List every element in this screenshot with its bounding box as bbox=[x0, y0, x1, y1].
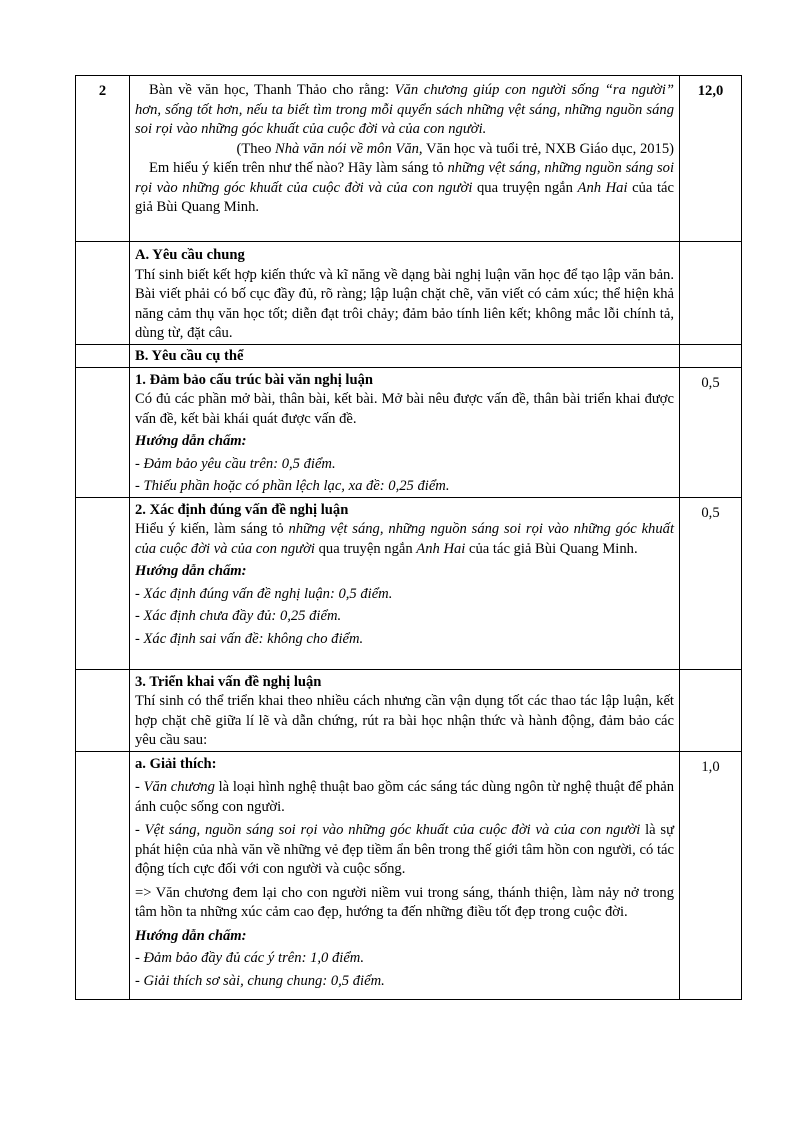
scoring-table bbox=[75, 75, 742, 1000]
criterion-2-body: Hiểu ý kiến, làm sáng tỏ những vệt sáng, những nguồn sáng soi rọi vào những góc khuất của cuộc đời và của con người qua truyện ngắn Anh Hai của tác giả Bùi Quang Minh. bbox=[135, 521, 674, 557]
criterion-row-issue bbox=[76, 497, 742, 669]
explanation-literature: - Văn chương là loại hình nghệ thuật bao gồm các sáng tác dùng ngôn từ nghệ thuật để phản ánh cuộc sống con người. bbox=[135, 779, 674, 815]
grading-guide-label: Hướng dẫn chấm: bbox=[135, 433, 247, 449]
question-prompt bbox=[130, 76, 680, 242]
criterion-1-guide-1: - Đảm bảo yêu cầu trên: 0,5 điểm. bbox=[135, 455, 336, 472]
criterion-row-structure bbox=[76, 367, 742, 497]
section-a-title: A. Yêu cầu chung bbox=[135, 247, 245, 263]
section-b-title: B. Yêu cầu cụ thể bbox=[135, 347, 244, 364]
specific-requirements-row bbox=[76, 344, 742, 367]
explanation-light: - Vệt sáng, nguồn sáng soi rọi vào những góc khuất của cuộc đời và của con người là sự phát hiện của nhà văn về những vẻ đẹp tiềm ẩn bên trong thế giới tâm hồn con người, có tác động tích cực đối với con người và cuộc sống. bbox=[135, 822, 674, 877]
criterion-3a-title: a. Giải thích: bbox=[135, 755, 217, 772]
section-a-body: Thí sinh biết kết hợp kiến thức và kĩ năng về dạng bài nghị luận văn học để tạo lập văn bản. Bài viết phải có bố cục đầy đủ, rõ ràng; lập luận chặt chẽ, văn viết có cảm xúc; thể hiện khả năng cảm thụ văn học tốt; diễn đạt trôi chảy; đảm bảo tính liên kết; không mắc lỗi chính tả, dùng từ, đặt câu. bbox=[135, 266, 674, 341]
grading-guide-label: Hướng dẫn chấm: bbox=[135, 563, 247, 579]
criterion-2-guide-3: - Xác định sai vấn đề: không cho điểm. bbox=[135, 630, 364, 647]
criterion-1-title: 1. Đảm bảo cấu trúc bài văn nghị luận bbox=[135, 371, 374, 388]
criterion-row-development bbox=[76, 669, 742, 751]
criterion-1-guide-2: - Thiếu phần hoặc có phần lệch lạc, xa đề: 0,25 điểm. bbox=[135, 478, 450, 494]
question-score: 12,0 bbox=[680, 76, 742, 242]
grading-guide-label: Hướng dẫn chấm: bbox=[135, 927, 247, 944]
prompt-quote: Bàn về văn học, Thanh Thảo cho rằng: Văn chương giúp con người sống “ra người” hơn, sống tốt hơn, nếu ta biết tìm trong mỗi quyển sách những vệt sáng, những nguồn sáng soi rọi vào những góc khuất của cuộc đời và của con người. bbox=[135, 82, 674, 137]
criterion-1-score: 0,5 bbox=[680, 367, 742, 497]
explanation-conclusion: => Văn chương đem lại cho con người niềm vui trong sáng, thánh thiện, làm nảy nở trong tâm hồn ta những xúc cảm cao đẹp, hướng ta đến những điều tốt đẹp trong cuộc đời. bbox=[135, 884, 674, 920]
general-requirements-row bbox=[76, 242, 742, 345]
criterion-3a-score: 1,0 bbox=[680, 751, 742, 999]
criterion-2-guide-2: - Xác định chưa đầy đủ: 0,25 điểm. bbox=[135, 608, 342, 624]
criterion-3a-guide-2: - Giải thích sơ sài, chung chung: 0,5 điểm. bbox=[135, 972, 385, 989]
criterion-3-title: 3. Triển khai vấn đề nghị luận bbox=[135, 673, 322, 690]
criterion-2-title: 2. Xác định đúng vấn đề nghị luận bbox=[135, 501, 349, 518]
question-row bbox=[76, 76, 742, 242]
criterion-row-explanation bbox=[76, 751, 742, 999]
criterion-1-body: Có đủ các phần mở bài, thân bài, kết bài. Mở bài nêu được vấn đề, thân bài triển khai được vấn đề, kết bài khái quát được vấn đề. bbox=[135, 391, 674, 427]
criterion-3a-guide-1: - Đảm bảo đầy đủ các ý trên: 1,0 điểm. bbox=[135, 950, 364, 966]
criterion-2-guide-1: - Xác định đúng vấn đề nghị luận: 0,5 điểm. bbox=[135, 585, 393, 602]
prompt-source: (Theo Nhà văn nói về môn Văn, Văn học và tuổi trẻ, NXB Giáo dục, 2015) bbox=[236, 140, 674, 157]
prompt-task: Em hiểu ý kiến trên như thế nào? Hãy làm sáng tỏ những vệt sáng, những nguồn sáng soi rọi vào những góc khuất của cuộc đời và của con người qua truyện ngắn Anh Hai của tác giả Bùi Quang Minh. bbox=[135, 160, 675, 215]
criterion-3-body: Thí sinh có thể triển khai theo nhiều cách nhưng cần vận dụng tốt các thao tác lập luận, kết hợp chặt chẽ giữa lí lẽ và dẫn chứng, rút ra bài học nhận thức và hành động, đảm bảo các yêu cầu sau: bbox=[135, 693, 674, 748]
criterion-2-score: 0,5 bbox=[680, 497, 742, 669]
question-number: 2 bbox=[76, 76, 130, 242]
